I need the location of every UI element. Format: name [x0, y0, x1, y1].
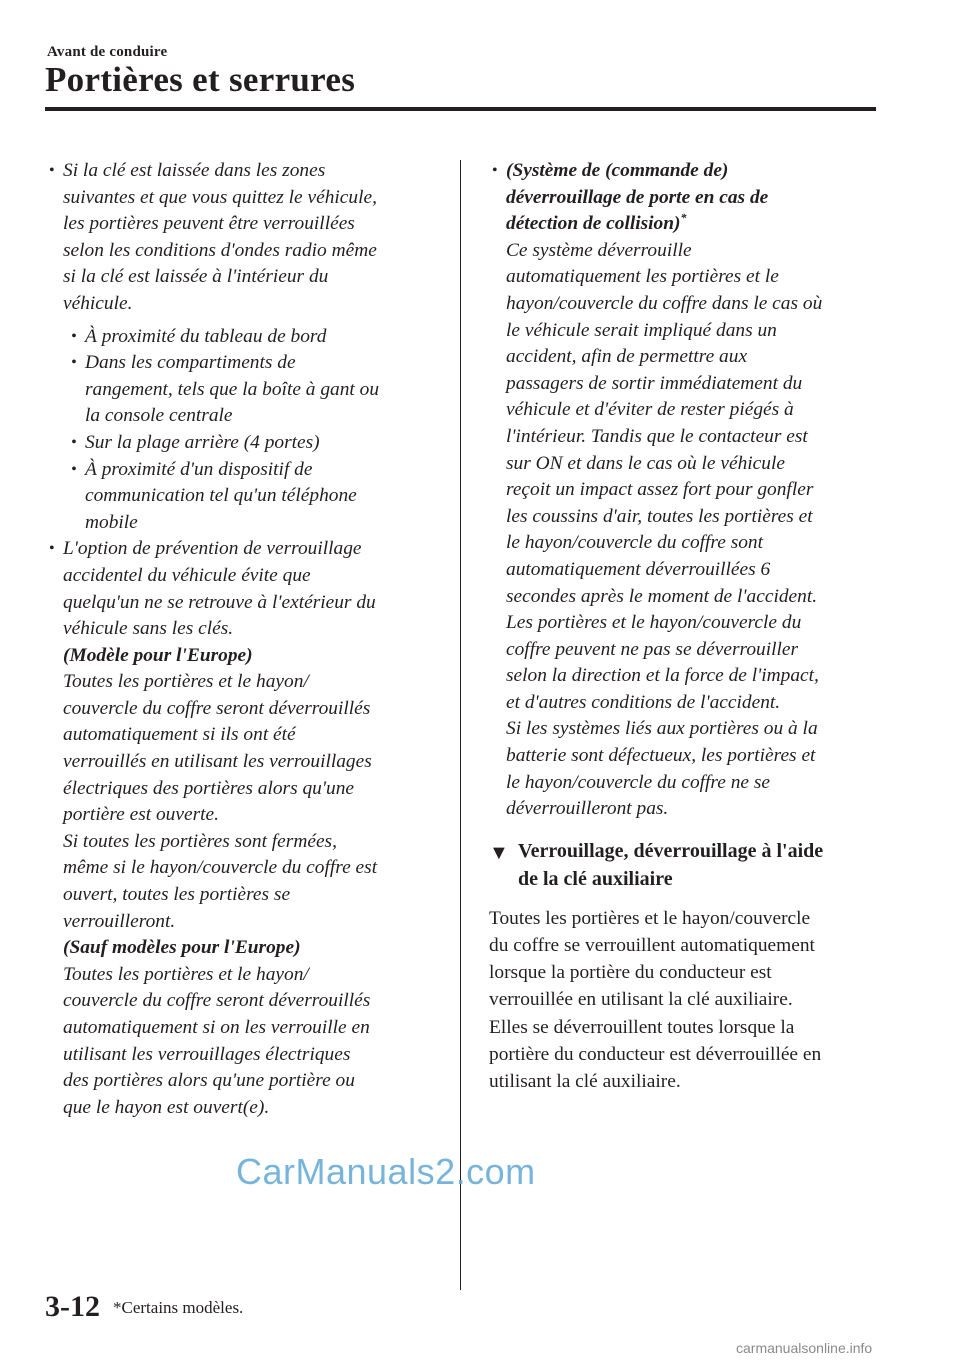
text-line: véhicule et d'éviter de rester piégés à: [506, 399, 794, 421]
text-line: selon les conditions d'ondes radio même: [63, 239, 377, 261]
sub-bullet: [46, 430, 438, 457]
text-line: Si les systèmes liés aux portières ou à la: [506, 718, 818, 740]
text-line: Toutes les portières et le hayon/couvercle: [489, 907, 811, 929]
text-line: Les portières et le hayon/couvercle du: [506, 612, 802, 634]
sub-bullet-text: [85, 457, 438, 537]
bullet-dot: •: [492, 162, 498, 179]
text-line: automatiquement les portières et le: [506, 266, 779, 288]
sub-bullet-text: [85, 430, 438, 457]
text-line: utilisant les verrouillages électriques: [63, 1043, 351, 1065]
bullet-dot: •: [71, 327, 77, 345]
text-line: verrouillés en utilisant les verrouillages: [63, 751, 372, 773]
footnote: *Certains modèles.: [113, 1298, 244, 1317]
text-line: secondes après le moment de l'accident.: [506, 585, 818, 607]
bullet-dot: •: [49, 540, 55, 558]
sub-bullet-text: [85, 324, 438, 351]
text-line: que le hayon est ouvert(e).: [63, 1096, 270, 1118]
collision-unlock-text: [506, 238, 881, 823]
text-line: Dans les compartiments de: [85, 352, 296, 374]
text-line: le hayon/couvercle du coffre ne se: [506, 771, 770, 793]
text-line: accidentel du véhicule évite que: [63, 564, 311, 586]
text-line: À proximité du tableau de bord: [85, 325, 327, 347]
model-text-non-europe: [63, 962, 438, 1122]
text-line: reçoit un impact assez fort pour gonfler: [506, 479, 814, 501]
text-line: la console centrale: [85, 405, 233, 427]
text-line: déverrouilleront pas.: [506, 798, 669, 820]
section-label: Avant de conduire: [47, 44, 168, 60]
text-line: rangement, tels que la boîte à gant ou: [85, 378, 380, 400]
bullet-key-zones: [46, 158, 438, 318]
sub-bullet: [46, 324, 438, 351]
triangle-marker-icon: ▼: [489, 841, 509, 864]
text-line: des portières alors qu'une portière ou: [63, 1070, 355, 1092]
text-line: Elles se déverrouillent toutes lorsque la: [489, 1016, 795, 1038]
text-line: du coffre se verrouillent automatiquement: [489, 935, 815, 957]
text-line: portière est ouverte.: [63, 804, 219, 826]
sub-bullet: [46, 350, 438, 430]
text-line: Toutes les portières et le hayon/: [63, 963, 309, 985]
header-rule: [45, 107, 876, 111]
left-column: [46, 158, 438, 1121]
footnote-mark: *: [680, 210, 687, 225]
text-line: le véhicule serait impliqué dans un: [506, 319, 777, 341]
collision-unlock-heading: [506, 158, 881, 238]
text-line: déverrouillage de porte en cas de: [506, 186, 769, 208]
bullet-text: [63, 158, 438, 318]
text-line: L'option de prévention de verrouillage: [63, 538, 362, 560]
text-line: automatiquement déverrouillées 6: [506, 558, 771, 580]
model-text-europe: [63, 669, 438, 935]
text-line: Ce système déverrouille: [506, 239, 692, 261]
text-line: Verrouillage, déverrouillage à l'aide: [518, 839, 824, 862]
text-line: véhicule sans les clés.: [63, 618, 234, 640]
text-line: automatiquement si ils ont été: [63, 724, 296, 746]
text-line: hayon/couvercle du coffre dans le cas où: [506, 292, 823, 314]
text-line: portière du conducteur est déverrouillée en: [489, 1043, 822, 1065]
text-line: Sur la plage arrière (4 portes): [85, 431, 320, 453]
column-divider: [460, 160, 461, 1290]
site-watermark: carmanualsonline.info: [736, 1340, 873, 1356]
text-line: passagers de sortir immédiatement du: [506, 372, 803, 394]
text-line: Toutes les portières et le hayon/: [63, 671, 309, 693]
subheading-text: [518, 837, 881, 893]
text-line: selon la direction et la force de l'impact,: [506, 665, 819, 687]
text-line: automatiquement si on les verrouille en: [63, 1017, 370, 1038]
text-line: verrouillée en utilisant la clé auxiliaire.: [489, 989, 793, 1011]
text-line: communication tel qu'un téléphone: [85, 485, 357, 507]
text-line: Si toutes les portières sont fermées,: [63, 830, 337, 852]
sub-bullet-text: [85, 350, 438, 430]
text-line: À proximité d'un dispositif de: [85, 458, 313, 480]
text-line: l'intérieur. Tandis que le contacteur est: [506, 425, 808, 447]
text-line: électriques des portières alors qu'une: [63, 777, 355, 799]
sub-bullet: [46, 457, 438, 537]
text-line: même si le hayon/couvercle du coffre est: [63, 857, 378, 879]
text-line: véhicule.: [63, 292, 133, 314]
text-line: coffre peuvent ne pas se déverrouiller: [506, 638, 799, 660]
text-line: détection de collision): [506, 213, 681, 235]
text-line: sur ON et dans le cas où le véhicule: [506, 452, 785, 474]
model-heading-europe: (Modèle pour l'Europe): [63, 644, 253, 666]
text-line: mobile: [85, 511, 138, 533]
page-number: 3-12: [45, 1290, 100, 1323]
text-line: si la clé est laissée à l'intérieur du: [63, 266, 329, 288]
page-title: Portières et serrures: [45, 60, 356, 99]
text-line: lorsque la portière du conducteur est: [489, 962, 772, 984]
text-line: accident, afin de permettre aux: [506, 346, 748, 368]
text-line: utilisant la clé auxiliaire.: [489, 1071, 681, 1093]
watermark-logo: CarManuals2.com: [236, 1151, 536, 1192]
model-heading-non-europe: (Sauf modèles pour l'Europe): [63, 937, 301, 959]
text-line: et d'autres conditions de l'accident.: [506, 691, 781, 713]
text-line: quelqu'un ne se retrouve à l'extérieur du: [63, 591, 376, 613]
text-line: les portières peuvent être verrouillées: [63, 213, 355, 235]
text-line: suivantes et que vous quittez le véhicule,: [63, 186, 377, 208]
text-line: batterie sont défectueux, les portières et: [506, 745, 816, 767]
subheading-auxiliary-key: [489, 837, 881, 893]
text-line: le hayon/couvercle du coffre sont: [506, 532, 764, 554]
text-line: (Système de (commande de): [506, 160, 729, 181]
auxiliary-key-paragraph: [489, 905, 881, 1095]
text-line: de la clé auxiliaire: [518, 867, 673, 890]
text-line: Si la clé est laissée dans les zones: [63, 160, 326, 181]
text-line: ouvert, toutes les portières se: [63, 884, 291, 906]
bullet-dot: •: [49, 162, 55, 179]
text-line: verrouilleront.: [63, 910, 176, 932]
bullet-dot: •: [71, 460, 77, 478]
right-column: [489, 158, 881, 1095]
bullet-text: [63, 536, 438, 642]
bullet-dot: •: [71, 354, 77, 372]
text-line: couvercle du coffre seront déverrouillés: [63, 697, 371, 719]
text-line: les coussins d'air, toutes les portières et: [506, 505, 813, 527]
bullet-collision-unlock: [489, 158, 881, 823]
bullet-lockout-prevention: [46, 536, 438, 1121]
text-line: couvercle du coffre seront déverrouillés: [63, 990, 371, 1012]
bullet-dot: •: [71, 433, 77, 451]
